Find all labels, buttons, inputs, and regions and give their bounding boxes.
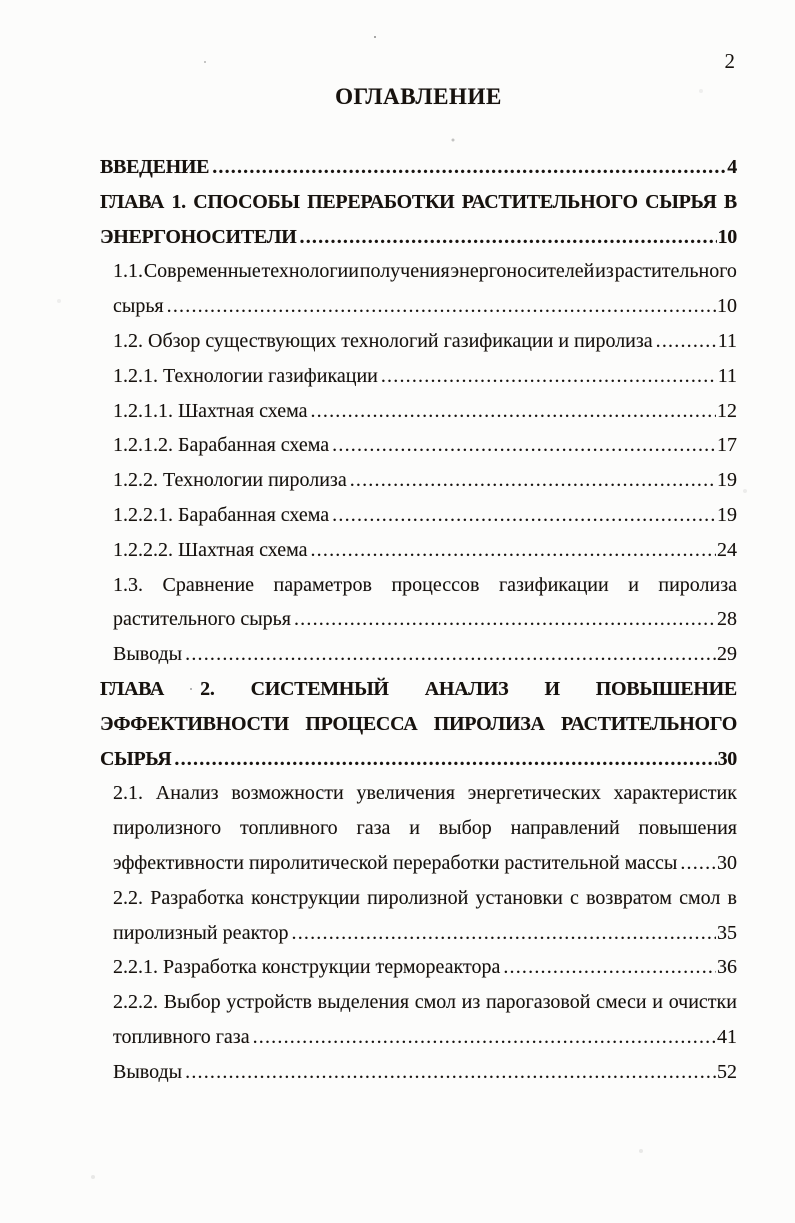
toc-line [113, 394, 737, 429]
toc-line [113, 254, 737, 289]
toc-page-ref: 30 [717, 851, 737, 874]
toc-line-text: 1.2.1. Технологии газификации [113, 364, 378, 387]
toc-line-word: выделения [317, 991, 410, 1014]
toc-line-word: устройств [226, 991, 312, 1014]
toc-line-word: АНАЛИЗ [424, 677, 509, 700]
toc-page-ref: 4 [727, 156, 737, 178]
toc-line-text: Выводы [113, 1060, 183, 1083]
toc-line [100, 707, 737, 742]
toc-line [113, 568, 737, 603]
toc-line-word: и [628, 573, 639, 596]
toc-page-ref: 29 [717, 643, 737, 666]
toc-line-word: процессов [391, 573, 480, 596]
page-number: 2 [724, 49, 735, 73]
toc-line-word: и [652, 991, 663, 1014]
toc-line-word: энергоносителей [450, 260, 595, 283]
toc-line-word: парогазовой [485, 991, 591, 1014]
toc-line-text: 1.2.1.1. Шахтная схема [113, 399, 308, 422]
toc-line-word: ПОВЫШЕНИЕ [595, 677, 737, 700]
toc-line-word: Выбор [163, 991, 221, 1014]
toc-line [113, 776, 737, 811]
toc-line-word: пиролизного [113, 817, 222, 840]
toc-line-word: 2.2.2. [113, 991, 158, 1014]
toc-line [113, 1020, 737, 1055]
toc-line-word: ПЕРЕРАБОТКИ [307, 190, 455, 213]
toc-page-ref: 17 [717, 434, 737, 457]
dot-leader [503, 950, 716, 985]
toc-line-word: газа [356, 817, 391, 840]
toc-line-word: 2.1. [113, 782, 143, 805]
toc-line-word: Современные [143, 260, 261, 283]
dot-leader [332, 498, 716, 533]
toc-line-word: возвратом [586, 886, 672, 909]
toc-page-ref: 11 [717, 329, 737, 352]
toc-line-word: очистки [668, 991, 737, 1014]
toc-line-text: сырья [113, 295, 164, 318]
toc-line-word: ПИРОЛИЗА [433, 712, 545, 735]
toc-line [113, 1055, 737, 1090]
toc-line-word: возможности [231, 782, 344, 805]
toc-line [113, 811, 737, 846]
toc-line [100, 150, 737, 185]
toc-line-word: 1. [171, 190, 186, 213]
toc-line-word: направлений [510, 817, 620, 840]
toc-line-word: РАСТИТЕЛЬНОГО [561, 712, 737, 735]
dot-leader [350, 463, 716, 498]
toc-line [113, 846, 737, 881]
toc-title: ОГЛАВЛЕНИЕ [335, 84, 502, 109]
toc-line-text: ВВЕДЕНИЕ [100, 156, 210, 178]
dot-leader [294, 602, 716, 637]
toc-line-word: РАСТИТЕЛЬНОГО [461, 190, 638, 213]
toc-line-word: ЭФФЕКТИВНОСТИ [100, 712, 289, 735]
toc-line [113, 881, 737, 916]
toc-page-ref: 10 [717, 295, 737, 318]
toc-page-ref: 10 [717, 225, 737, 248]
toc-page-ref: 52 [717, 1060, 737, 1083]
toc-line-word: 2.2. [113, 886, 143, 909]
toc-line [100, 742, 737, 777]
toc-line [113, 324, 737, 359]
toc-line-word: с [570, 886, 579, 909]
toc-line-text: эффективности пиролитической переработки растительной массы [113, 851, 678, 874]
toc-line-word: 1.1. [113, 260, 143, 283]
toc-line [113, 463, 737, 498]
toc-line-word: СЫРЬЯ [645, 190, 717, 213]
toc-line-word: газификации [498, 573, 609, 596]
toc-line [100, 220, 737, 255]
toc-line-word: Разработка [150, 886, 244, 909]
toc-line-word: установки [475, 886, 563, 909]
toc-page-ref: 30 [717, 747, 737, 770]
toc-line-text: топливного газа [113, 1025, 250, 1048]
toc-page-ref: 36 [717, 956, 737, 979]
dot-leader [174, 742, 716, 777]
toc-line [113, 950, 737, 985]
toc-page-ref: 24 [717, 538, 737, 561]
toc-line [100, 185, 737, 220]
toc-line-word: увеличения [356, 782, 455, 805]
toc-line-word: смол [679, 886, 721, 909]
toc-line-word: 1.3. [113, 573, 143, 596]
dot-leader [292, 916, 717, 951]
dot-leader [680, 846, 716, 881]
toc-line-word: повышения [638, 817, 737, 840]
toc-page-ref: 12 [717, 399, 737, 422]
toc-line-text: 1.2.2.1. Барабанная схема [113, 503, 330, 526]
toc-line-word: получения [359, 260, 450, 283]
toc-line-text: пиролизный реактор [113, 921, 289, 944]
toc-line-word: СПОСОБЫ [193, 190, 300, 213]
toc-line-word: смол [414, 991, 456, 1014]
toc-line-word: пиролизной [367, 886, 469, 909]
toc-line [113, 985, 737, 1020]
toc-line-word: ГЛАВА [100, 190, 165, 213]
toc-line-word: ГЛАВА [100, 677, 165, 700]
toc-page-ref: 35 [717, 921, 737, 944]
toc-line-word: в [727, 886, 737, 909]
toc-page-ref: 28 [717, 608, 737, 631]
toc-line-word: энергетических [467, 782, 601, 805]
toc-line [113, 428, 737, 463]
toc-line-text: 1.2.2.2. Шахтная схема [113, 538, 308, 561]
dot-leader [310, 394, 716, 429]
dot-leader [300, 220, 717, 255]
toc-line-word: смеси [596, 991, 647, 1014]
toc-line-word: растительного [614, 260, 737, 283]
toc-line [113, 289, 737, 324]
toc-line-word: характеристик [613, 782, 737, 805]
toc-line [113, 916, 737, 951]
toc-line-text: Выводы [113, 643, 183, 666]
dot-leader [253, 1020, 716, 1055]
toc-line-word: топливного [239, 817, 338, 840]
toc-page-ref: 41 [717, 1025, 737, 1048]
toc-line-text: 2.2.1. Разработка конструкции термореактора [113, 956, 501, 979]
toc-line [100, 672, 737, 707]
toc-line-word: конструкции [251, 886, 360, 909]
toc-line-text: ЭНЕРГОНОСИТЕЛИ [100, 225, 297, 248]
dot-leader [167, 289, 716, 324]
dot-leader [656, 324, 717, 359]
toc-line-word: СИСТЕМНЫЙ [250, 677, 389, 700]
toc-line [113, 498, 737, 533]
toc-line [113, 637, 737, 672]
toc-line-word: ПРОЦЕССА [305, 712, 418, 735]
toc-line-text: СЫРЬЯ [100, 747, 172, 770]
toc-line [113, 602, 737, 637]
toc-line-word: Анализ [155, 782, 219, 805]
toc-page-ref: 19 [717, 503, 737, 526]
toc-line [113, 533, 737, 568]
toc-line [113, 359, 737, 394]
toc-page-ref: 19 [717, 469, 737, 492]
toc-line-text: растительного сырья [113, 608, 291, 631]
dot-leader [310, 533, 716, 568]
toc-line-word: параметров [273, 573, 372, 596]
dot-leader [185, 637, 716, 672]
toc-list [100, 150, 737, 1090]
toc-line-word: из [461, 991, 481, 1014]
toc-page-ref: 11 [717, 364, 737, 387]
toc-line-word: И [544, 677, 560, 700]
toc-line-word: 2. [200, 677, 215, 700]
toc-line-word: из [595, 260, 614, 283]
dot-leader [381, 359, 717, 394]
toc-line-word: В [723, 190, 737, 213]
toc-line-word: пиролиза [658, 573, 737, 596]
dot-leader [185, 1055, 716, 1090]
toc-line-text: 1.2. Обзор существующих технологий газификации и пиролиза [113, 329, 653, 352]
dot-leader [212, 150, 726, 185]
dot-leader [332, 428, 716, 463]
toc-line-word: выбор [438, 817, 492, 840]
toc-line-word: Сравнение [162, 573, 255, 596]
toc-line-text: 1.2.2. Технологии пиролиза [113, 469, 347, 492]
toc-line-word: технологии [261, 260, 359, 283]
toc-line-text: 1.2.1.2. Барабанная схема [113, 434, 330, 457]
toc-line-word: и [409, 817, 420, 840]
